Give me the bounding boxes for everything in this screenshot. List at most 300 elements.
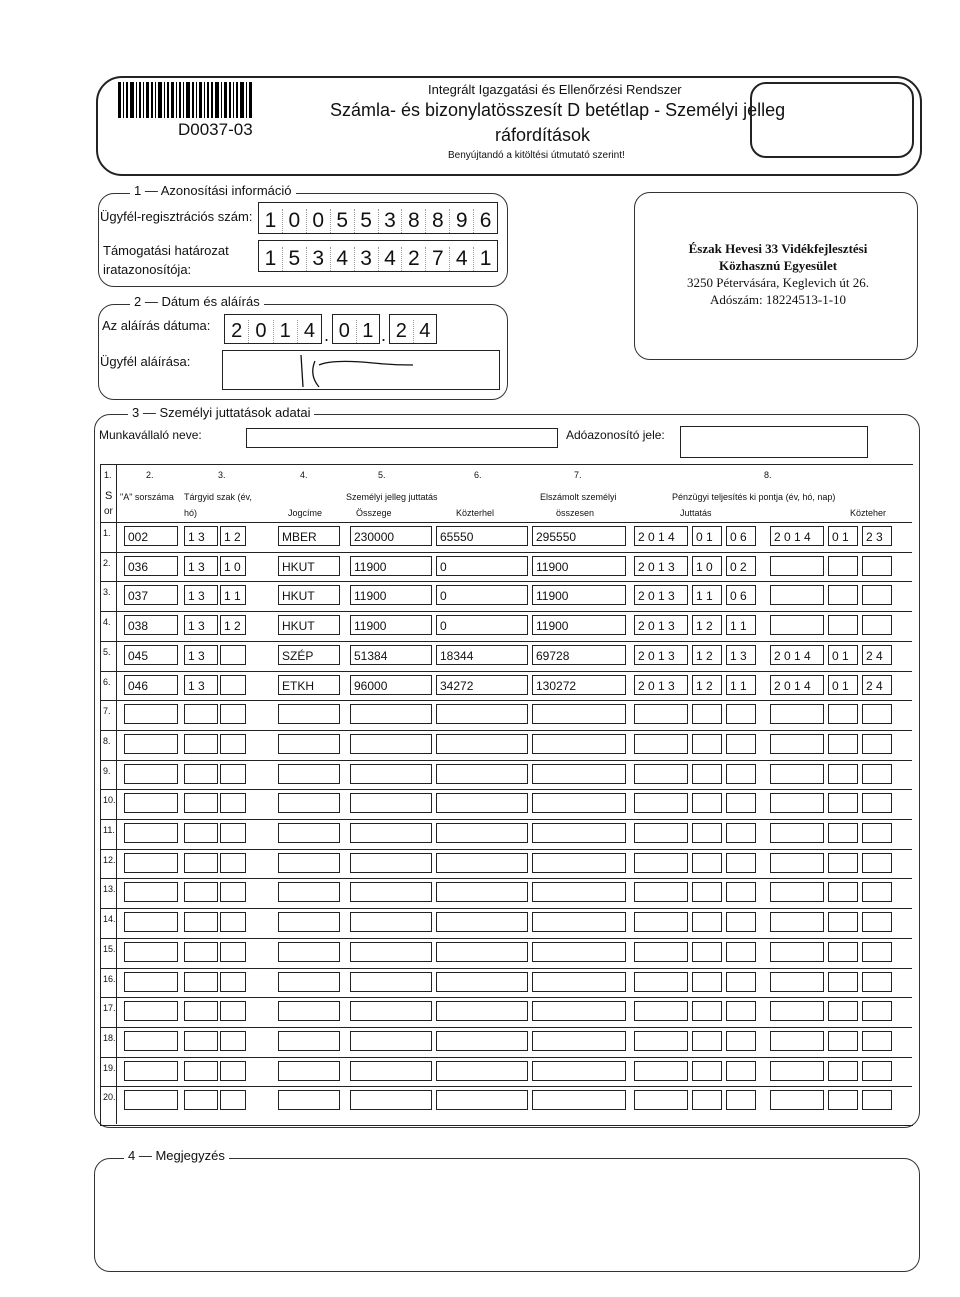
digit-cell: 3 xyxy=(355,247,379,271)
period-year-cell[interactable] xyxy=(184,853,218,873)
total-cell[interactable] xyxy=(532,1001,626,1021)
fin-charge-year-cell[interactable] xyxy=(770,615,824,635)
fin-charge-month-cell[interactable] xyxy=(828,942,858,962)
sign-year[interactable] xyxy=(224,314,322,344)
sign-month[interactable] xyxy=(332,314,380,344)
period-year-cell[interactable] xyxy=(184,1090,218,1110)
serial-cell[interactable] xyxy=(124,1061,178,1081)
title-code-cell[interactable] xyxy=(278,764,340,784)
fin-benefit-month-cell[interactable]: 0 1 xyxy=(692,526,722,546)
charge-cell[interactable]: 0 xyxy=(436,615,528,635)
fin-charge-day-cell[interactable] xyxy=(862,853,892,873)
fin-benefit-day-cell[interactable] xyxy=(726,1031,756,1051)
charge-cell[interactable]: 34272 xyxy=(436,675,528,695)
fin-benefit-day-cell[interactable] xyxy=(726,1001,756,1021)
fin-benefit-day-cell[interactable] xyxy=(726,1090,756,1110)
charge-cell[interactable] xyxy=(436,853,528,873)
fin-charge-month-cell[interactable] xyxy=(828,912,858,932)
charge-cell[interactable] xyxy=(436,942,528,962)
fin-benefit-month-cell[interactable] xyxy=(692,793,722,813)
title-code-cell[interactable] xyxy=(278,1090,340,1110)
charge-cell[interactable] xyxy=(436,793,528,813)
total-cell[interactable]: 130272 xyxy=(532,675,626,695)
fin-charge-month-cell[interactable] xyxy=(828,1090,858,1110)
period-year-cell[interactable]: 1 3 xyxy=(184,556,218,576)
fin-benefit-day-cell[interactable]: 0 6 xyxy=(726,526,756,546)
fin-charge-month-cell[interactable] xyxy=(828,585,858,605)
fin-charge-day-cell[interactable] xyxy=(862,734,892,754)
period-year-cell[interactable] xyxy=(184,734,218,754)
fin-benefit-year-cell[interactable] xyxy=(634,853,688,873)
period-year-cell[interactable] xyxy=(184,1031,218,1051)
fin-charge-month-cell[interactable] xyxy=(828,764,858,784)
period-month-cell[interactable] xyxy=(220,912,246,932)
hdr-charge: Közterhel xyxy=(456,508,495,518)
total-cell[interactable]: 69728 xyxy=(532,645,626,665)
digit-cell: 1 xyxy=(479,247,492,270)
charge-cell[interactable] xyxy=(436,1031,528,1051)
employee-name-field[interactable] xyxy=(246,428,558,448)
fin-charge-day-cell[interactable] xyxy=(862,764,892,784)
fin-charge-month-cell[interactable] xyxy=(828,882,858,902)
fin-benefit-month-cell[interactable] xyxy=(692,1031,722,1051)
fin-benefit-month-cell[interactable] xyxy=(692,942,722,962)
digit-cell: 7 xyxy=(426,247,450,271)
fin-charge-year-cell[interactable] xyxy=(770,853,824,873)
fin-benefit-day-cell[interactable] xyxy=(726,704,756,724)
period-month-cell[interactable] xyxy=(220,942,246,962)
fin-charge-day-cell[interactable] xyxy=(862,1090,892,1110)
serial-cell[interactable] xyxy=(124,942,178,962)
fin-benefit-day-cell[interactable] xyxy=(726,853,756,873)
title-code-cell[interactable] xyxy=(278,853,340,873)
title-code-cell[interactable] xyxy=(278,972,340,992)
serial-cell[interactable] xyxy=(124,734,178,754)
fin-benefit-month-cell[interactable]: 1 0 xyxy=(692,556,722,576)
fin-benefit-year-cell[interactable] xyxy=(634,764,688,784)
total-cell[interactable] xyxy=(532,823,626,843)
fin-benefit-year-cell[interactable]: 2 0 1 3 xyxy=(634,675,688,695)
fin-benefit-year-cell[interactable]: 2 0 1 3 xyxy=(634,615,688,635)
digit-cell: 8 xyxy=(426,209,450,233)
fin-charge-year-cell[interactable] xyxy=(770,1061,824,1081)
amount-cell[interactable] xyxy=(350,1031,432,1051)
amount-cell[interactable] xyxy=(350,764,432,784)
fin-benefit-year-cell[interactable] xyxy=(634,1001,688,1021)
fin-charge-month-cell[interactable] xyxy=(828,556,858,576)
fin-charge-year-cell[interactable] xyxy=(770,1090,824,1110)
fin-charge-month-cell[interactable] xyxy=(828,734,858,754)
hdr-fin-charge: Közteher xyxy=(850,508,887,518)
period-year-cell[interactable] xyxy=(184,942,218,962)
fin-benefit-month-cell[interactable]: 1 1 xyxy=(692,585,722,605)
period-year-cell[interactable] xyxy=(184,823,218,843)
fin-charge-year-cell[interactable] xyxy=(770,764,824,784)
total-cell[interactable] xyxy=(532,734,626,754)
fin-benefit-day-cell[interactable]: 1 1 xyxy=(726,615,756,635)
fin-charge-year-cell[interactable] xyxy=(770,882,824,902)
total-cell[interactable] xyxy=(532,764,626,784)
digit-cell: 0 xyxy=(283,209,307,233)
fin-benefit-month-cell[interactable] xyxy=(692,853,722,873)
title-code-cell[interactable]: MBER xyxy=(278,526,340,546)
fin-benefit-month-cell[interactable] xyxy=(692,972,722,992)
fin-charge-year-cell[interactable] xyxy=(770,972,824,992)
period-month-cell[interactable] xyxy=(220,823,246,843)
title-code-cell[interactable] xyxy=(278,1001,340,1021)
serial-cell[interactable] xyxy=(124,972,178,992)
fin-benefit-day-cell[interactable] xyxy=(726,942,756,962)
period-month-cell[interactable] xyxy=(220,1031,246,1051)
fin-charge-year-cell[interactable] xyxy=(770,942,824,962)
fin-charge-day-cell[interactable] xyxy=(862,704,892,724)
hdr-finance: Pénzügyi teljesítés ki pontja (év, hó, nap) xyxy=(672,492,836,502)
fin-charge-day-cell[interactable] xyxy=(862,942,892,962)
fin-charge-year-cell[interactable] xyxy=(770,912,824,932)
fin-benefit-year-cell[interactable] xyxy=(634,912,688,932)
fin-benefit-day-cell[interactable]: 1 1 xyxy=(726,675,756,695)
charge-cell[interactable] xyxy=(436,1090,528,1110)
fin-benefit-year-cell[interactable]: 2 0 1 4 xyxy=(634,526,688,546)
total-cell[interactable]: 11900 xyxy=(532,585,626,605)
fin-charge-month-cell[interactable] xyxy=(828,823,858,843)
fin-charge-month-cell[interactable] xyxy=(828,972,858,992)
fin-charge-year-cell[interactable]: 2 0 1 4 xyxy=(770,526,824,546)
row-number: 20. xyxy=(103,1092,116,1103)
fin-benefit-month-cell[interactable] xyxy=(692,704,722,724)
amount-cell[interactable] xyxy=(350,704,432,724)
fin-benefit-year-cell[interactable]: 2 0 1 3 xyxy=(634,645,688,665)
serial-cell[interactable] xyxy=(124,823,178,843)
fin-charge-month-cell[interactable] xyxy=(828,1031,858,1051)
period-month-cell[interactable] xyxy=(220,793,246,813)
serial-cell[interactable] xyxy=(124,793,178,813)
charge-cell[interactable] xyxy=(436,823,528,843)
fin-charge-day-cell[interactable] xyxy=(862,585,892,605)
fin-benefit-month-cell[interactable] xyxy=(692,734,722,754)
amount-cell[interactable]: 11900 xyxy=(350,556,432,576)
fin-charge-year-cell[interactable] xyxy=(770,556,824,576)
period-month-cell[interactable] xyxy=(220,1001,246,1021)
total-cell[interactable] xyxy=(532,882,626,902)
fin-benefit-year-cell[interactable] xyxy=(634,1061,688,1081)
serial-cell[interactable]: 046 xyxy=(124,675,178,695)
fin-benefit-year-cell[interactable] xyxy=(634,704,688,724)
total-cell[interactable] xyxy=(532,1090,626,1110)
amount-cell[interactable] xyxy=(350,853,432,873)
amount-cell[interactable] xyxy=(350,942,432,962)
serial-cell[interactable]: 002 xyxy=(124,526,178,546)
period-year-cell[interactable] xyxy=(184,1001,218,1021)
row-number: 12. xyxy=(103,854,116,865)
fin-charge-month-cell[interactable] xyxy=(828,853,858,873)
period-month-cell[interactable] xyxy=(220,1061,246,1081)
fin-charge-month-cell[interactable] xyxy=(828,793,858,813)
fin-charge-month-cell[interactable] xyxy=(828,1001,858,1021)
row-number: 11. xyxy=(103,825,115,835)
charge-cell[interactable] xyxy=(436,704,528,724)
fin-charge-day-cell[interactable] xyxy=(862,882,892,902)
fin-charge-day-cell[interactable] xyxy=(862,1061,892,1081)
period-month-cell[interactable] xyxy=(220,645,246,665)
amount-cell[interactable] xyxy=(350,793,432,813)
charge-cell[interactable]: 65550 xyxy=(436,526,528,546)
fin-benefit-month-cell[interactable] xyxy=(692,1061,722,1081)
fin-benefit-day-cell[interactable]: 0 2 xyxy=(726,556,756,576)
fin-benefit-year-cell[interactable]: 2 0 1 3 xyxy=(634,556,688,576)
period-year-cell[interactable] xyxy=(184,793,218,813)
title-code-cell[interactable] xyxy=(278,704,340,724)
serial-cell[interactable]: 036 xyxy=(124,556,178,576)
fin-charge-day-cell[interactable] xyxy=(862,823,892,843)
period-month-cell[interactable] xyxy=(220,764,246,784)
fin-benefit-day-cell[interactable] xyxy=(726,793,756,813)
hdr-sor-2: or xyxy=(104,506,113,517)
serial-cell[interactable]: 037 xyxy=(124,585,178,605)
fin-benefit-day-cell[interactable] xyxy=(726,882,756,902)
fin-charge-day-cell[interactable]: 2 3 xyxy=(862,526,892,546)
row-divider xyxy=(100,997,912,998)
fin-benefit-year-cell[interactable] xyxy=(634,823,688,843)
period-month-cell[interactable] xyxy=(220,675,246,695)
amount-cell[interactable] xyxy=(350,823,432,843)
digit-cell: 1 xyxy=(259,209,283,233)
total-cell[interactable] xyxy=(532,942,626,962)
fin-benefit-year-cell[interactable] xyxy=(634,1090,688,1110)
fin-benefit-day-cell[interactable] xyxy=(726,734,756,754)
fin-benefit-year-cell[interactable] xyxy=(634,882,688,902)
charge-cell[interactable] xyxy=(436,1001,528,1021)
period-month-cell[interactable]: 1 2 xyxy=(220,615,246,635)
amount-cell[interactable] xyxy=(350,1061,432,1081)
decision-label-2: iratazonosítója: xyxy=(103,262,192,277)
charge-cell[interactable]: 0 xyxy=(436,585,528,605)
total-cell[interactable]: 11900 xyxy=(532,615,626,635)
charge-cell[interactable]: 0 xyxy=(436,556,528,576)
total-cell[interactable] xyxy=(532,793,626,813)
row-divider xyxy=(100,938,912,939)
amount-cell[interactable] xyxy=(350,882,432,902)
amount-cell[interactable] xyxy=(350,1001,432,1021)
serial-cell[interactable] xyxy=(124,764,178,784)
amount-cell[interactable]: 11900 xyxy=(350,615,432,635)
serial-cell[interactable] xyxy=(124,853,178,873)
total-cell[interactable] xyxy=(532,704,626,724)
fin-benefit-day-cell[interactable] xyxy=(726,1061,756,1081)
title-code-cell[interactable] xyxy=(278,823,340,843)
title-code-cell[interactable] xyxy=(278,942,340,962)
charge-cell[interactable] xyxy=(436,734,528,754)
charge-cell[interactable] xyxy=(436,882,528,902)
fin-charge-month-cell[interactable]: 0 1 xyxy=(828,675,858,695)
fin-benefit-year-cell[interactable]: 2 0 1 3 xyxy=(634,585,688,605)
fin-charge-day-cell[interactable] xyxy=(862,912,892,932)
sign-day[interactable] xyxy=(389,314,437,344)
title-code-cell[interactable] xyxy=(278,793,340,813)
fin-benefit-month-cell[interactable]: 1 2 xyxy=(692,615,722,635)
serial-cell[interactable] xyxy=(124,882,178,902)
period-month-cell[interactable]: 1 2 xyxy=(220,526,246,546)
total-cell[interactable] xyxy=(532,1031,626,1051)
period-year-cell[interactable]: 1 3 xyxy=(184,526,218,546)
amount-cell[interactable] xyxy=(350,912,432,932)
period-month-cell[interactable] xyxy=(220,734,246,754)
date-dot-1: . xyxy=(324,325,330,345)
total-cell[interactable] xyxy=(532,972,626,992)
title-code-cell[interactable] xyxy=(278,912,340,932)
fin-benefit-month-cell[interactable] xyxy=(692,1090,722,1110)
row-divider xyxy=(100,819,912,820)
serial-cell[interactable] xyxy=(124,912,178,932)
fin-charge-month-cell[interactable] xyxy=(828,615,858,635)
serial-cell[interactable]: 038 xyxy=(124,615,178,635)
row-number: 2. xyxy=(103,557,111,568)
period-year-cell[interactable]: 1 3 xyxy=(184,615,218,635)
fin-benefit-month-cell[interactable] xyxy=(692,882,722,902)
title-code-cell[interactable]: HKUT xyxy=(278,556,340,576)
fin-benefit-year-cell[interactable] xyxy=(634,942,688,962)
fin-charge-year-cell[interactable] xyxy=(770,1001,824,1021)
title-code-cell[interactable]: SZÉP xyxy=(278,645,340,665)
period-year-cell[interactable]: 1 3 xyxy=(184,675,218,695)
amount-cell[interactable]: 51384 xyxy=(350,645,432,665)
total-cell[interactable]: 295550 xyxy=(532,526,626,546)
fin-benefit-month-cell[interactable] xyxy=(692,823,722,843)
fin-benefit-month-cell[interactable] xyxy=(692,764,722,784)
fin-charge-month-cell[interactable]: 0 1 xyxy=(828,526,858,546)
row-divider xyxy=(100,789,912,790)
charge-cell[interactable] xyxy=(436,764,528,784)
period-month-cell[interactable] xyxy=(220,853,246,873)
date-dot-2: . xyxy=(381,325,387,345)
client-reg-number[interactable] xyxy=(258,202,498,234)
period-month-cell[interactable] xyxy=(220,882,246,902)
row-number: 1. xyxy=(103,528,111,538)
row-number: 18. xyxy=(103,1032,116,1043)
fin-charge-day-cell[interactable] xyxy=(862,615,892,635)
charge-cell[interactable]: 18344 xyxy=(436,645,528,665)
charge-cell[interactable] xyxy=(436,1061,528,1081)
fin-charge-year-cell[interactable] xyxy=(770,734,824,754)
fin-benefit-year-cell[interactable] xyxy=(634,793,688,813)
title-code-cell[interactable] xyxy=(278,882,340,902)
period-month-cell[interactable] xyxy=(220,1090,246,1110)
period-month-cell[interactable] xyxy=(220,704,246,724)
title-code-cell[interactable] xyxy=(278,1031,340,1051)
signature-field[interactable] xyxy=(222,350,500,390)
serial-cell[interactable] xyxy=(124,1031,178,1051)
total-cell[interactable] xyxy=(532,853,626,873)
amount-cell[interactable]: 230000 xyxy=(350,526,432,546)
fin-benefit-month-cell[interactable]: 1 2 xyxy=(692,645,722,665)
period-year-cell[interactable] xyxy=(184,704,218,724)
period-year-cell[interactable] xyxy=(184,972,218,992)
period-month-cell[interactable] xyxy=(220,972,246,992)
period-year-cell[interactable]: 1 3 xyxy=(184,585,218,605)
row-number: 5. xyxy=(103,646,111,657)
fin-benefit-day-cell[interactable]: 1 3 xyxy=(726,645,756,665)
fin-benefit-year-cell[interactable] xyxy=(634,734,688,754)
amount-cell[interactable] xyxy=(350,734,432,754)
fin-charge-year-cell[interactable] xyxy=(770,585,824,605)
title-code-cell[interactable]: ETKH xyxy=(278,675,340,695)
fin-charge-month-cell[interactable]: 0 1 xyxy=(828,645,858,665)
fin-charge-day-cell[interactable] xyxy=(862,793,892,813)
section4-frame xyxy=(94,1158,920,1272)
period-year-cell[interactable] xyxy=(184,1061,218,1081)
serial-cell[interactable]: 045 xyxy=(124,645,178,665)
fin-benefit-year-cell[interactable] xyxy=(634,1031,688,1051)
fin-benefit-day-cell[interactable] xyxy=(726,823,756,843)
fin-benefit-day-cell[interactable] xyxy=(726,764,756,784)
fin-benefit-day-cell[interactable] xyxy=(726,972,756,992)
amount-cell[interactable] xyxy=(350,1090,432,1110)
fin-benefit-day-cell[interactable]: 0 6 xyxy=(726,585,756,605)
fin-charge-year-cell[interactable] xyxy=(770,704,824,724)
fin-charge-day-cell[interactable]: 2 4 xyxy=(862,645,892,665)
fin-benefit-month-cell[interactable]: 1 2 xyxy=(692,675,722,695)
fin-benefit-day-cell[interactable] xyxy=(726,912,756,932)
fin-charge-month-cell[interactable] xyxy=(828,1061,858,1081)
row-number: 4. xyxy=(103,617,111,628)
serial-cell[interactable] xyxy=(124,704,178,724)
fin-charge-day-cell[interactable] xyxy=(862,1001,892,1021)
total-cell[interactable]: 11900 xyxy=(532,556,626,576)
period-year-cell[interactable] xyxy=(184,882,218,902)
fin-charge-year-cell[interactable] xyxy=(770,1031,824,1051)
fin-charge-day-cell[interactable]: 2 4 xyxy=(862,675,892,695)
total-cell[interactable] xyxy=(532,1061,626,1081)
title-code-cell[interactable]: HKUT xyxy=(278,585,340,605)
col-num-8: 8. xyxy=(764,470,772,480)
amount-cell[interactable]: 11900 xyxy=(350,585,432,605)
title-code-cell[interactable] xyxy=(278,734,340,754)
decision-number[interactable] xyxy=(258,240,498,272)
period-year-cell[interactable]: 1 3 xyxy=(184,645,218,665)
row-divider xyxy=(100,878,912,879)
title-code-cell[interactable] xyxy=(278,1061,340,1081)
fin-benefit-month-cell[interactable] xyxy=(692,912,722,932)
fin-charge-month-cell[interactable] xyxy=(828,704,858,724)
hdr-period: Tárgyid szak (év, xyxy=(184,492,252,502)
amount-cell[interactable]: 96000 xyxy=(350,675,432,695)
period-month-cell[interactable]: 1 0 xyxy=(220,556,246,576)
row-divider xyxy=(100,611,912,612)
fin-charge-year-cell[interactable] xyxy=(770,823,824,843)
tax-id-field[interactable] xyxy=(680,426,868,458)
fin-charge-day-cell[interactable] xyxy=(862,972,892,992)
total-cell[interactable] xyxy=(532,912,626,932)
fin-charge-year-cell[interactable] xyxy=(770,793,824,813)
fin-charge-day-cell[interactable] xyxy=(862,1031,892,1051)
period-month-cell[interactable]: 1 1 xyxy=(220,585,246,605)
period-year-cell[interactable] xyxy=(184,764,218,784)
amount-cell[interactable] xyxy=(350,972,432,992)
fin-charge-day-cell[interactable] xyxy=(862,556,892,576)
fin-charge-year-cell[interactable]: 2 0 1 4 xyxy=(770,645,824,665)
period-year-cell[interactable] xyxy=(184,912,218,932)
fin-charge-year-cell[interactable]: 2 0 1 4 xyxy=(770,675,824,695)
digit-cell: 4 xyxy=(331,247,355,271)
serial-cell[interactable] xyxy=(124,1001,178,1021)
title-code-cell[interactable]: HKUT xyxy=(278,615,340,635)
fin-benefit-month-cell[interactable] xyxy=(692,1001,722,1021)
charge-cell[interactable] xyxy=(436,972,528,992)
fin-benefit-year-cell[interactable] xyxy=(634,972,688,992)
serial-cell[interactable] xyxy=(124,1090,178,1110)
digit-cell: 4 xyxy=(379,247,403,271)
charge-cell[interactable] xyxy=(436,912,528,932)
